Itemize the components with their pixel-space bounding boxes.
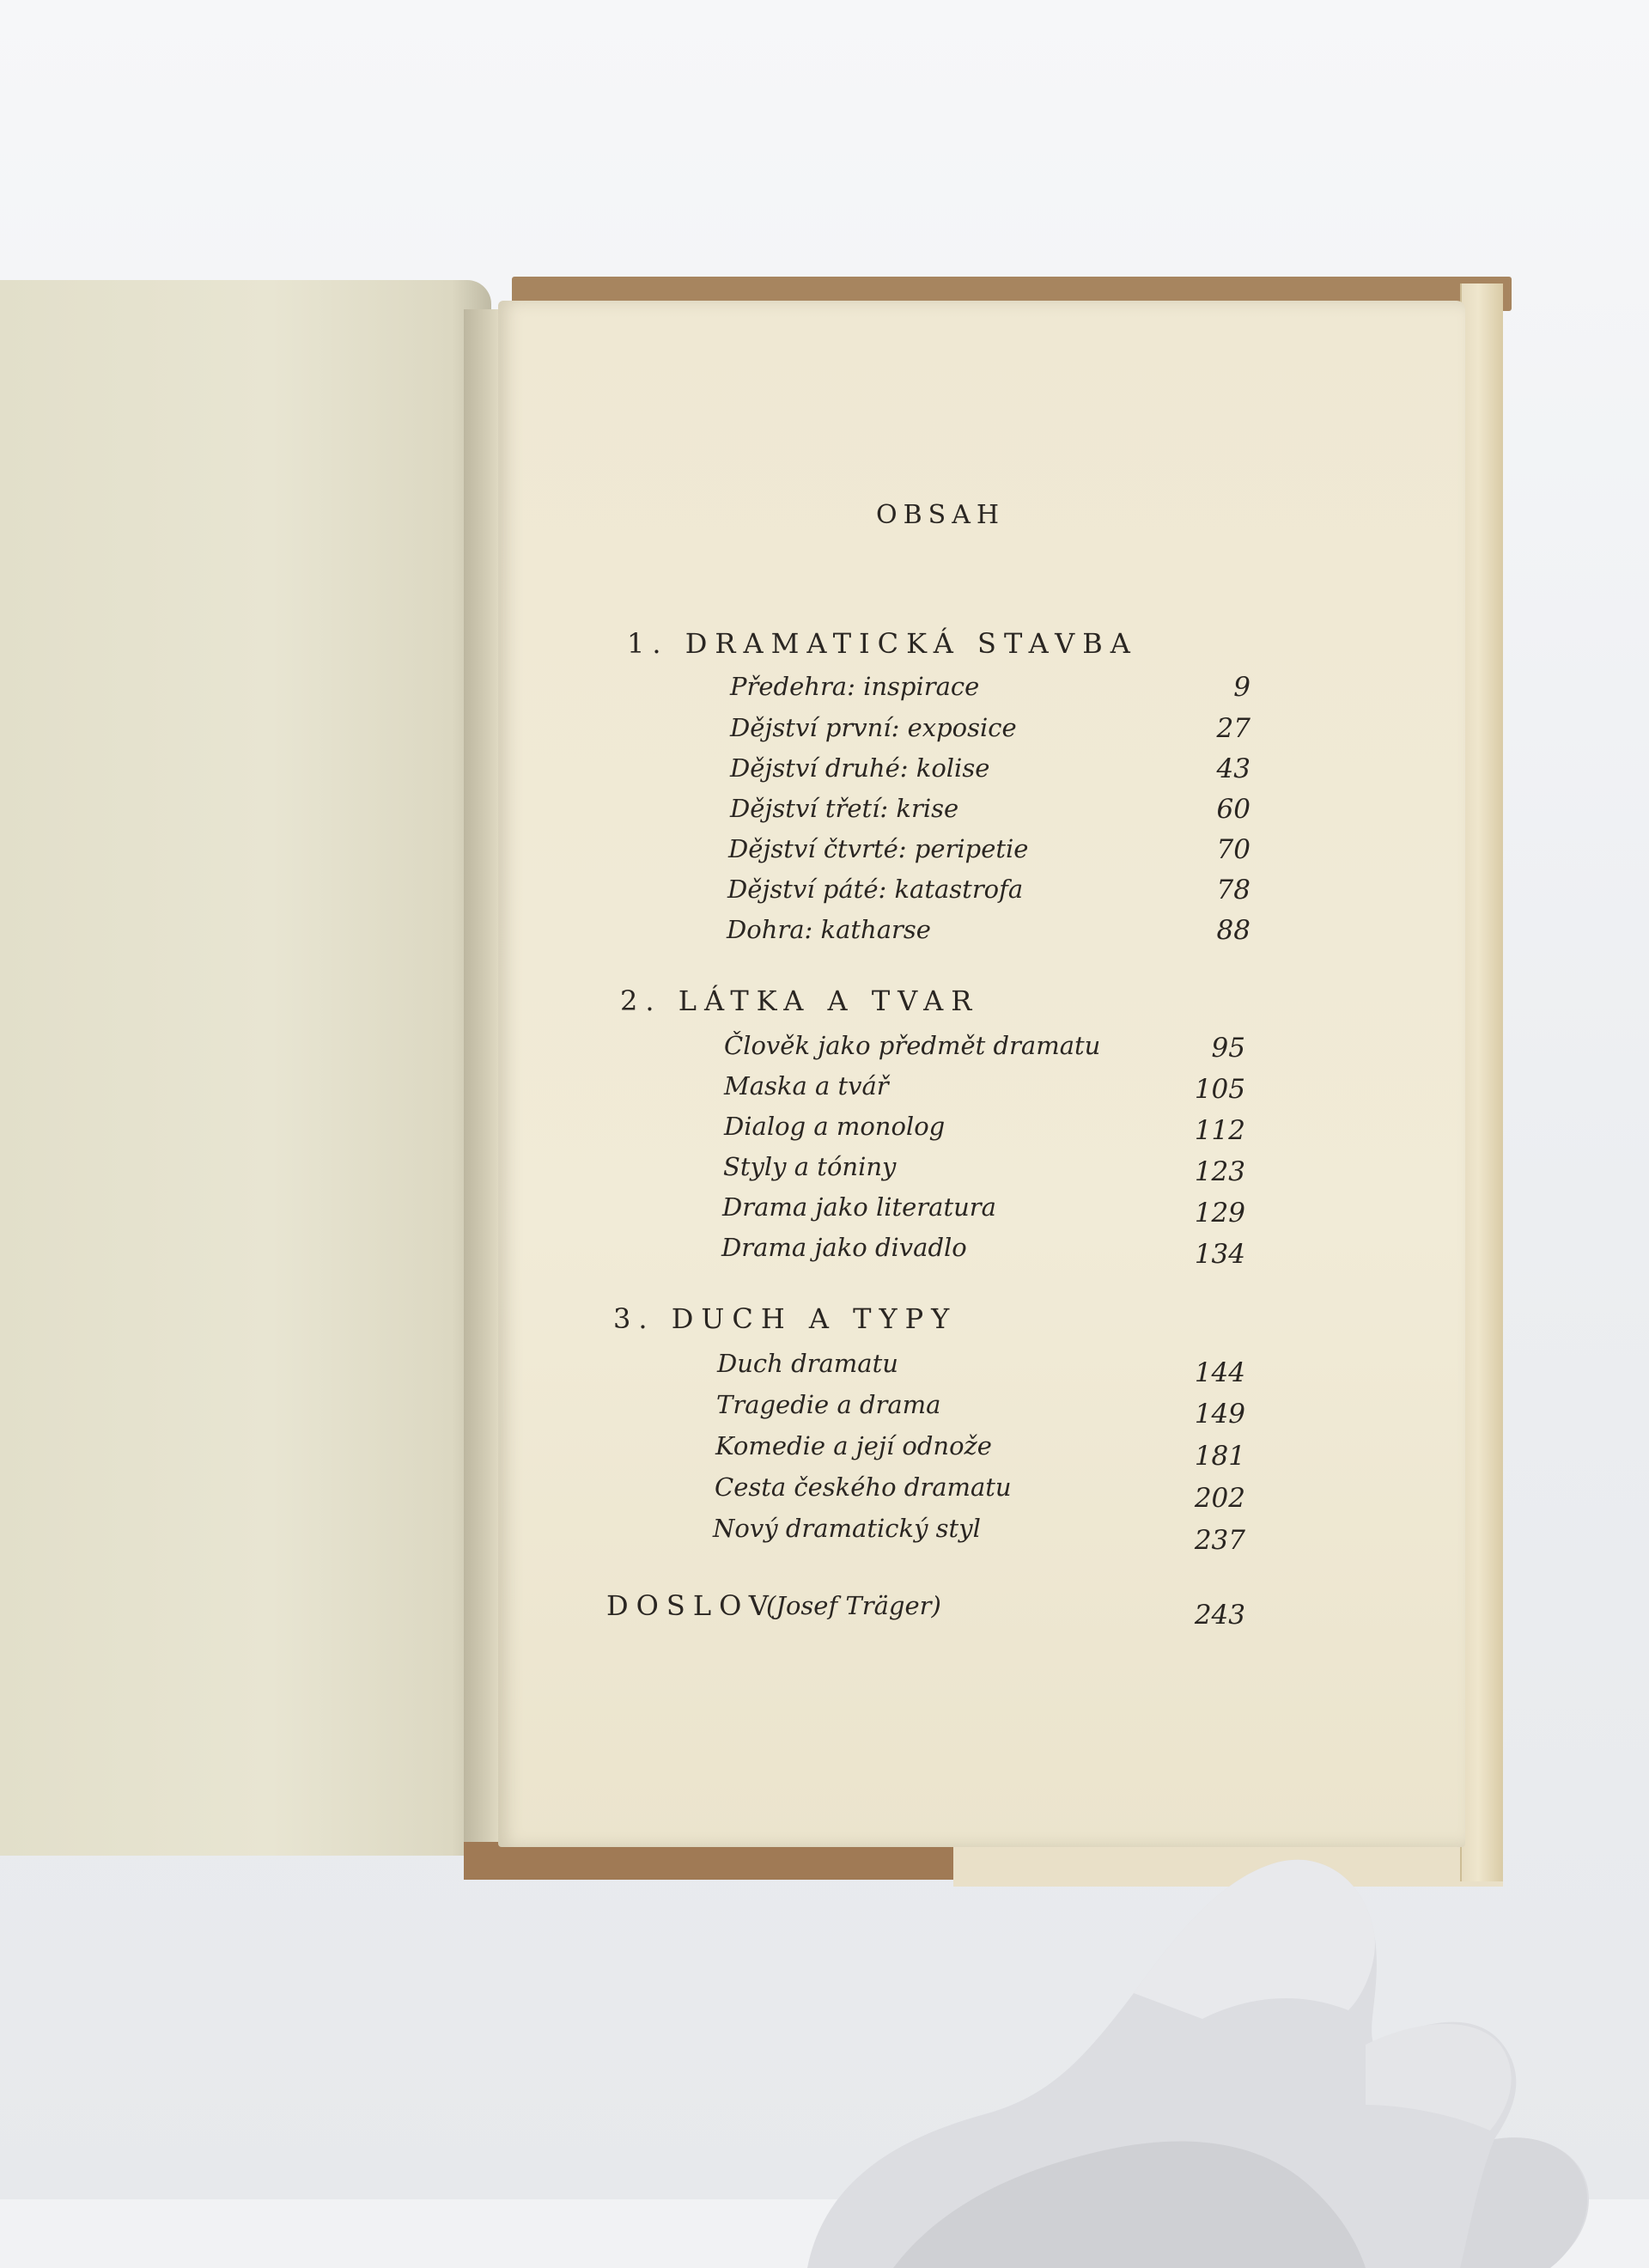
toc-page-number: 95 xyxy=(1211,1033,1245,1064)
toc-title: OBSAH xyxy=(876,500,1006,530)
toc-entry: Dějství druhé: kolise xyxy=(730,753,990,783)
toc-entry: Styly a tóniny xyxy=(723,1152,897,1181)
toc-entry: Člověk jako předmět dramatu xyxy=(724,1031,1101,1060)
toc-page-number: 123 xyxy=(1194,1156,1245,1187)
toc-page-number: 78 xyxy=(1216,875,1250,905)
toc-entry: Komedie a její odnože xyxy=(715,1431,992,1460)
toc-page-number: 105 xyxy=(1194,1074,1245,1105)
toc-entry: Tragedie a drama xyxy=(716,1390,941,1419)
toc-page-number: 9 xyxy=(1233,672,1250,703)
toc-page-number: 60 xyxy=(1216,794,1250,825)
toc-page-number: 43 xyxy=(1216,753,1250,784)
section-heading: 1. DRAMATICKÁ STAVBA xyxy=(627,627,1138,660)
toc-page-number: 134 xyxy=(1194,1239,1245,1270)
toc-entry: Předehra: inspirace xyxy=(730,672,980,701)
section-heading: 3. DUCH A TYPY xyxy=(613,1302,958,1335)
toc-page-number: 202 xyxy=(1194,1483,1245,1514)
toc-page-number: 144 xyxy=(1194,1357,1245,1388)
toc-entry: Nový dramatický styl xyxy=(713,1514,981,1543)
toc-page-number: 88 xyxy=(1216,915,1250,946)
toc-page-number: 149 xyxy=(1194,1399,1245,1430)
afterword-author: (Josef Träger) xyxy=(766,1591,941,1620)
toc-entry: Maska a tvář xyxy=(724,1071,889,1100)
toc-page-number: 70 xyxy=(1216,834,1250,865)
afterword-heading: DOSLOV xyxy=(606,1589,776,1622)
toc-entry: Duch dramatu xyxy=(717,1349,898,1378)
toc-entry: Dějství čtvrté: peripetie xyxy=(728,834,1029,863)
section-heading: 2. LÁTKA A TVAR xyxy=(620,985,980,1017)
toc-page-number: 243 xyxy=(1194,1600,1245,1631)
toc-entry: Cesta českého dramatu xyxy=(715,1472,1012,1502)
toc-entry: Drama jako literatura xyxy=(722,1192,996,1222)
toc-entry: Dialog a monolog xyxy=(724,1112,946,1141)
toc-page-number: 129 xyxy=(1194,1198,1245,1228)
toc-page-number: 27 xyxy=(1216,713,1250,744)
toc-page-number: 112 xyxy=(1194,1115,1245,1146)
toc-entry: Dějství třetí: krise xyxy=(730,794,959,823)
toc-entry: Dějství první: exposice xyxy=(730,713,1017,742)
toc-page-number: 181 xyxy=(1194,1441,1245,1472)
toc-entry: Drama jako divadlo xyxy=(721,1233,967,1262)
toc-entry: Dějství páté: katastrofa xyxy=(727,875,1024,904)
toc-page-number: 237 xyxy=(1194,1525,1245,1556)
toc-entry: Dohra: katharse xyxy=(727,915,931,944)
